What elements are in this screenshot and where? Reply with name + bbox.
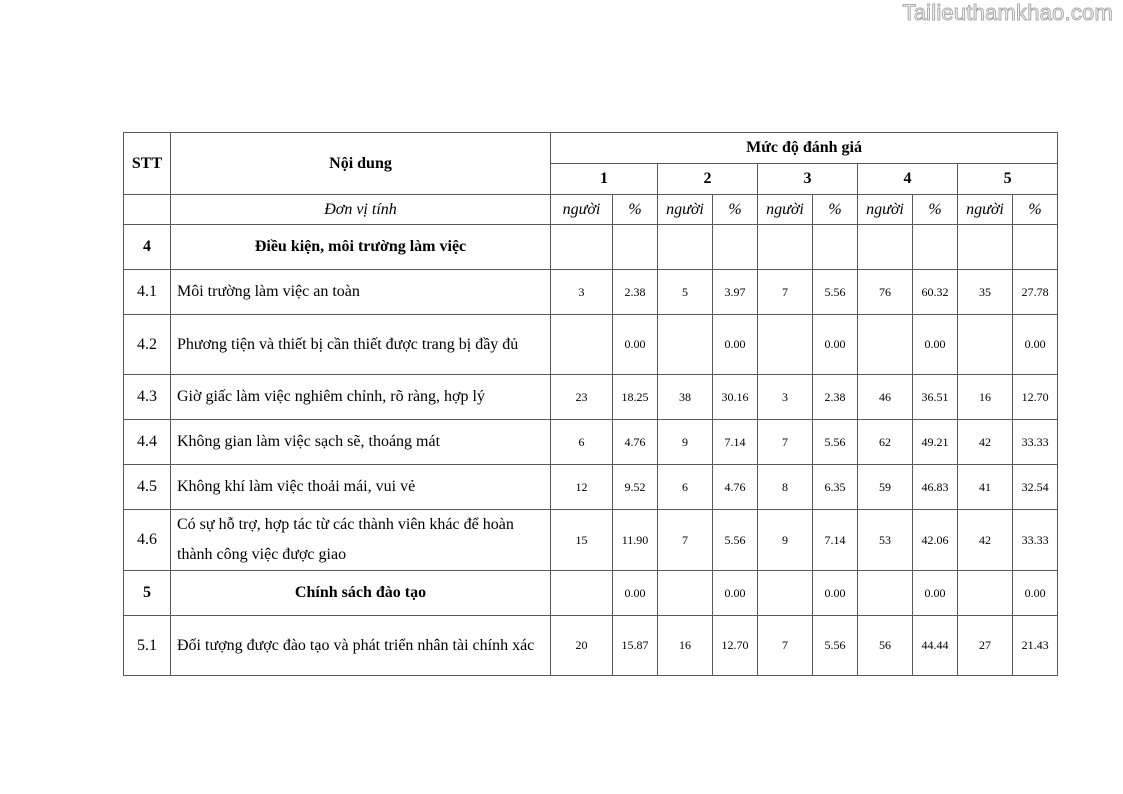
unit-percent: % — [613, 195, 658, 225]
percent-cell: 0.00 — [913, 315, 958, 375]
percent-cell: 18.25 — [613, 375, 658, 420]
content-cell: Không khí làm việc thoải mái, vui vẻ — [171, 465, 551, 510]
people-count-cell: 56 — [858, 616, 913, 676]
people-count-cell: 7 — [758, 616, 813, 676]
percent-cell: 7.14 — [813, 510, 858, 571]
percent-cell: 42.06 — [913, 510, 958, 571]
content-cell: Đối tượng được đào tạo và phát triển nhân tài chính xác — [171, 616, 551, 676]
stt-cell: 4.3 — [124, 375, 171, 420]
table-row — [124, 616, 1058, 676]
percent-cell: 0.00 — [613, 315, 658, 375]
people-count-cell: 3 — [551, 270, 613, 315]
level-4-header: 4 — [858, 164, 958, 195]
content-header: Nội dung — [171, 133, 551, 195]
people-count-cell: 53 — [858, 510, 913, 571]
people-count-cell: 62 — [858, 420, 913, 465]
percent-cell: 0.00 — [1013, 571, 1058, 616]
people-count-cell: 59 — [858, 465, 913, 510]
people-count-cell — [858, 225, 913, 270]
percent-cell: 3.97 — [713, 270, 758, 315]
percent-cell: 0.00 — [1013, 315, 1058, 375]
stt-cell: 4.2 — [124, 315, 171, 375]
level-1-header: 1 — [551, 164, 658, 195]
percent-cell: 30.16 — [713, 375, 758, 420]
stt-cell: 5 — [124, 571, 171, 616]
level-5-header: 5 — [958, 164, 1058, 195]
people-count-cell: 27 — [958, 616, 1013, 676]
percent-cell: 21.43 — [1013, 616, 1058, 676]
people-count-cell: 8 — [758, 465, 813, 510]
table-row — [124, 420, 1058, 465]
people-count-cell: 42 — [958, 510, 1013, 571]
people-count-cell — [758, 571, 813, 616]
percent-cell: 12.70 — [1013, 375, 1058, 420]
content-cell: Không gian làm việc sạch sẽ, thoáng mát — [171, 420, 551, 465]
percent-cell: 0.00 — [913, 571, 958, 616]
watermark: Tailieuthamkhao.com — [902, 0, 1113, 25]
unit-people: người — [658, 195, 713, 225]
percent-cell: 5.56 — [813, 270, 858, 315]
people-count-cell — [658, 225, 713, 270]
stt-cell: 5.1 — [124, 616, 171, 676]
percent-cell: 0.00 — [613, 571, 658, 616]
people-count-cell — [551, 315, 613, 375]
table-body — [124, 225, 1058, 676]
people-count-cell: 16 — [958, 375, 1013, 420]
people-count-cell: 3 — [758, 375, 813, 420]
stt-cell: 4 — [124, 225, 171, 270]
people-count-cell: 46 — [858, 375, 913, 420]
unit-people: người — [758, 195, 813, 225]
percent-cell: 33.33 — [1013, 420, 1058, 465]
content-cell: Môi trường làm việc an toàn — [171, 270, 551, 315]
table-row — [124, 315, 1058, 375]
percent-cell: 0.00 — [713, 571, 758, 616]
percent-cell: 32.54 — [1013, 465, 1058, 510]
people-count-cell: 76 — [858, 270, 913, 315]
unit-percent: % — [913, 195, 958, 225]
people-count-cell: 42 — [958, 420, 1013, 465]
people-count-cell — [858, 571, 913, 616]
people-count-cell — [658, 571, 713, 616]
percent-cell — [1013, 225, 1058, 270]
content-cell: Giờ giấc làm việc nghiêm chỉnh, rõ ràng, hợp lý — [171, 375, 551, 420]
rating-header: Mức độ đánh giá — [551, 133, 1058, 164]
unit-label: Đơn vị tính — [171, 195, 551, 225]
content-cell: Phương tiện và thiết bị cần thiết được trang bị đầy đủ — [171, 315, 551, 375]
percent-cell: 0.00 — [813, 571, 858, 616]
percent-cell: 2.38 — [613, 270, 658, 315]
percent-cell: 4.76 — [713, 465, 758, 510]
people-count-cell — [958, 225, 1013, 270]
people-count-cell: 35 — [958, 270, 1013, 315]
content-cell: Có sự hỗ trợ, hợp tác từ các thành viên khác để hoàn thành công việc được giao — [171, 510, 551, 571]
percent-cell — [713, 225, 758, 270]
percent-cell: 5.56 — [713, 510, 758, 571]
percent-cell: 11.90 — [613, 510, 658, 571]
people-count-cell: 9 — [658, 420, 713, 465]
people-count-cell — [658, 315, 713, 375]
percent-cell: 36.51 — [913, 375, 958, 420]
table-row — [124, 465, 1058, 510]
people-count-cell — [551, 225, 613, 270]
unit-people: người — [958, 195, 1013, 225]
people-count-cell: 9 — [758, 510, 813, 571]
percent-cell: 6.35 — [813, 465, 858, 510]
section-title: Chính sách đào tạo — [171, 571, 551, 616]
percent-cell: 9.52 — [613, 465, 658, 510]
percent-cell — [613, 225, 658, 270]
stt-cell: 4.6 — [124, 510, 171, 571]
percent-cell: 2.38 — [813, 375, 858, 420]
percent-cell: 0.00 — [813, 315, 858, 375]
people-count-cell: 15 — [551, 510, 613, 571]
percent-cell: 7.14 — [713, 420, 758, 465]
percent-cell: 5.56 — [813, 420, 858, 465]
percent-cell: 5.56 — [813, 616, 858, 676]
percent-cell: 4.76 — [613, 420, 658, 465]
table-row — [124, 375, 1058, 420]
people-count-cell: 7 — [758, 270, 813, 315]
people-count-cell: 16 — [658, 616, 713, 676]
percent-cell: 27.78 — [1013, 270, 1058, 315]
unit-percent: % — [813, 195, 858, 225]
people-count-cell: 6 — [551, 420, 613, 465]
table-row — [124, 510, 1058, 571]
people-count-cell: 7 — [658, 510, 713, 571]
percent-cell: 12.70 — [713, 616, 758, 676]
section-row — [124, 225, 1058, 270]
stt-cell: 4.4 — [124, 420, 171, 465]
people-count-cell — [858, 315, 913, 375]
people-count-cell: 38 — [658, 375, 713, 420]
people-count-cell — [551, 571, 613, 616]
people-count-cell: 41 — [958, 465, 1013, 510]
section-row — [124, 571, 1058, 616]
people-count-cell: 5 — [658, 270, 713, 315]
percent-cell: 0.00 — [713, 315, 758, 375]
people-count-cell: 20 — [551, 616, 613, 676]
unit-percent: % — [713, 195, 758, 225]
percent-cell: 15.87 — [613, 616, 658, 676]
percent-cell: 44.44 — [913, 616, 958, 676]
table-row — [124, 270, 1058, 315]
unit-people: người — [551, 195, 613, 225]
people-count-cell: 6 — [658, 465, 713, 510]
people-count-cell — [758, 315, 813, 375]
people-count-cell — [958, 315, 1013, 375]
percent-cell: 46.83 — [913, 465, 958, 510]
stt-cell: 4.1 — [124, 270, 171, 315]
unit-percent: % — [1013, 195, 1058, 225]
stt-header: STT — [124, 133, 171, 195]
people-count-cell: 12 — [551, 465, 613, 510]
level-3-header: 3 — [758, 164, 858, 195]
percent-cell: 49.21 — [913, 420, 958, 465]
unit-empty-cell — [124, 195, 171, 225]
percent-cell — [813, 225, 858, 270]
unit-people: người — [858, 195, 913, 225]
people-count-cell: 7 — [758, 420, 813, 465]
section-title: Điều kiện, môi trường làm việc — [171, 225, 551, 270]
stt-cell: 4.5 — [124, 465, 171, 510]
people-count-cell — [958, 571, 1013, 616]
people-count-cell: 23 — [551, 375, 613, 420]
percent-cell: 60.32 — [913, 270, 958, 315]
percent-cell: 33.33 — [1013, 510, 1058, 571]
percent-cell — [913, 225, 958, 270]
people-count-cell — [758, 225, 813, 270]
rating-table — [123, 132, 1058, 676]
level-2-header: 2 — [658, 164, 758, 195]
